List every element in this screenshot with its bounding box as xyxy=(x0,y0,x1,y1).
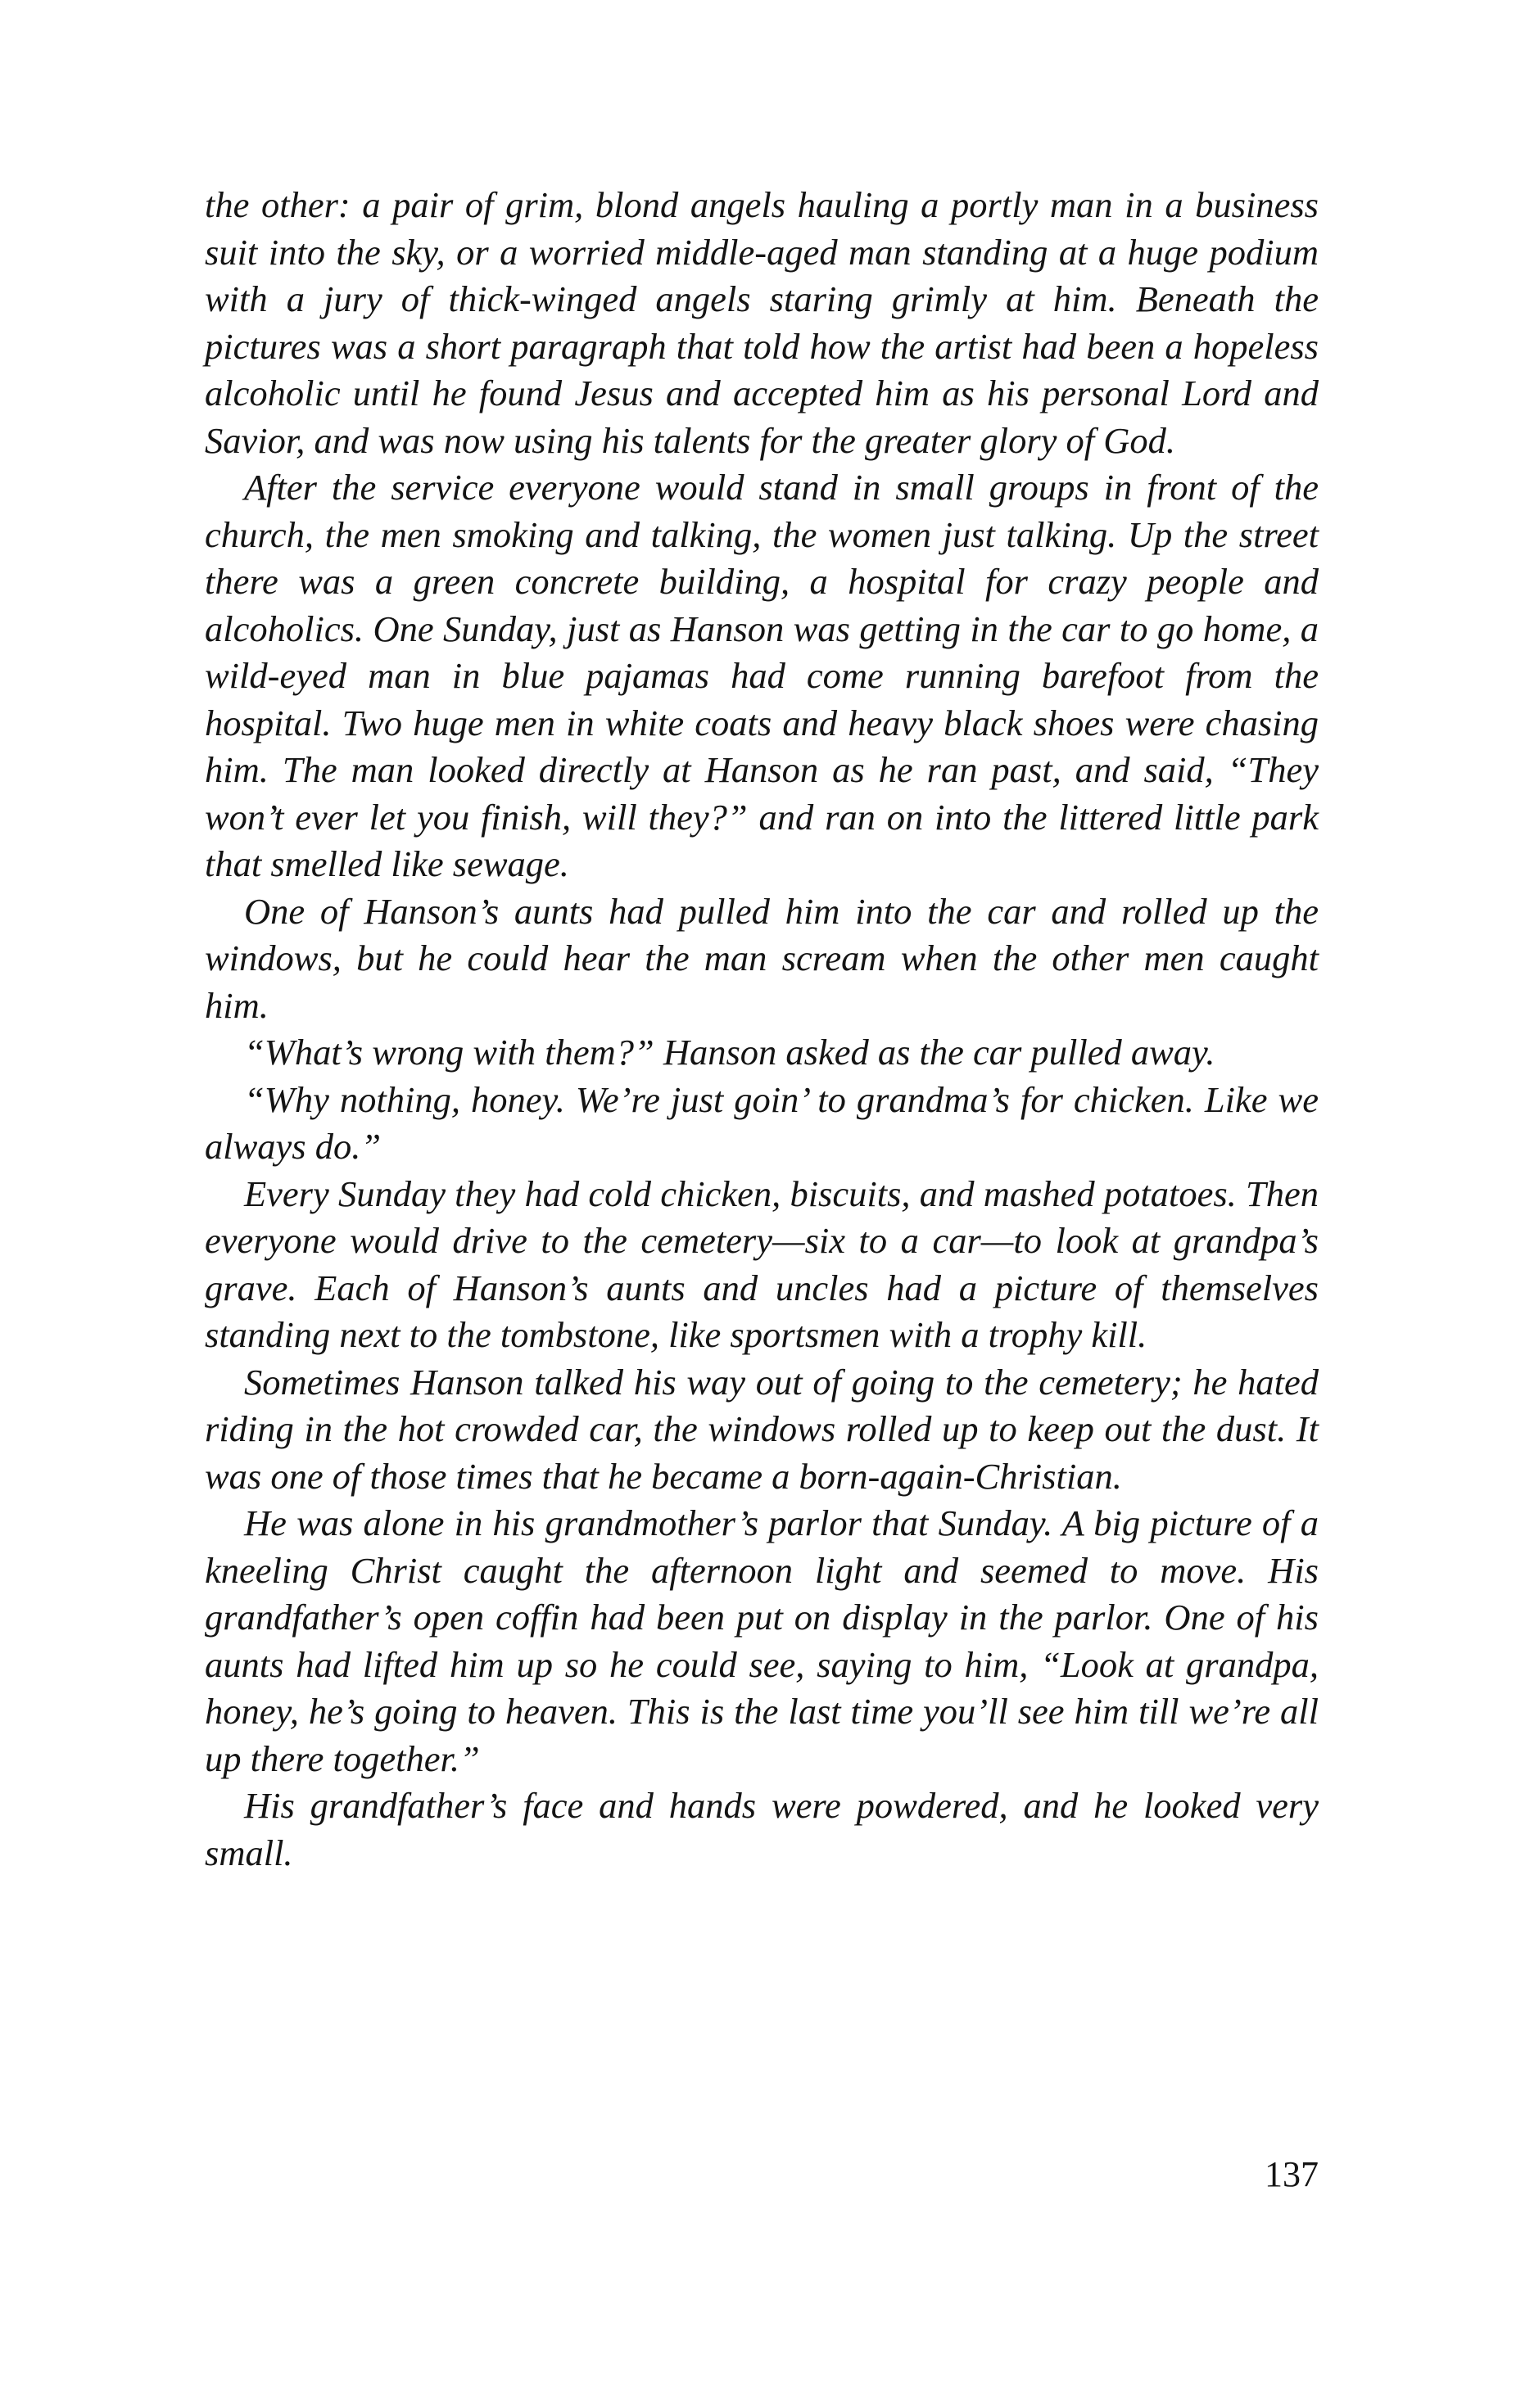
paragraph-2: After the service everyone would stand in small groups in front of the church, the men smoking and talking, the women just talking. Up the street there was a green concrete building, a hospital for crazy people and alcoholics. One Sunday, just as Hanson was getting in the car to go home, a wild-eyed man in blue pajamas had come running barefoot from the hospital. Two huge men in white coats and heavy black shoes were chasing him. The man looked directly at Hanson as he ran past, and said, “They won’t ever let you finish, will they?” and ran on into the littered little park that smelled like sewage. xyxy=(205,467,1319,884)
paragraph-4: “What’s wrong with them?” Hanson asked as the car pulled away. xyxy=(244,1032,1215,1073)
paragraph-5: “Why nothing, honey. We’re just goin’ to grandma’s for chicken. Like we always do.” xyxy=(205,1078,1319,1167)
paragraph-1: the other: a pair of grim, blond angels hauling a portly man in a business suit into the sky, or a worried middle-aged man standing at a huge podium with a jury of thick-winged angels staring grimly at him. Beneath the pictures was a short paragraph that told how the artist had been a hopeless alcoholic until he found Jesus and accepted him as his personal Lord and Savior, and was now using his talents for the greater glory of God. xyxy=(205,184,1319,461)
page-number: 137 xyxy=(1265,2154,1319,2194)
paragraph-8: He was alone in his grandmother’s parlor that Sunday. A big picture of a kneeling Christ caught the afternoon light and seemed to move. His grandfather’s open coffin had been put on display in the parlor. One of his aunts had lifted him up so he could see, saying to him, “Look at grandpa, honey, he’s going to heaven. This is the last time you’ll see him till we’re all up there together.” xyxy=(205,1502,1319,1779)
paragraph-6: Every Sunday they had cold chicken, biscuits, and mashed potatoes. Then everyone would drive to the cemetery—six to a car—to look at grandpa’s grave. Each of Hanson’s aunts and uncles had a picture of themselves standing next to the tombstone, like sportsmen with a trophy kill. xyxy=(205,1172,1319,1355)
body-text xyxy=(205,182,1319,1877)
paragraph-3: One of Hanson’s aunts had pulled him into the car and rolled up the windows, but he could hear the man scream when the other men caught him. xyxy=(205,890,1319,1026)
paragraph-7: Sometimes Hanson talked his way out of going to the cemetery; he hated riding in the hot crowded car, the windows rolled up to keep out the dust. It was one of those times that he became a born-again-Christian. xyxy=(205,1361,1319,1497)
paragraph-9: His grandfather’s face and hands were powdered, and he looked very small. xyxy=(205,1785,1319,1873)
